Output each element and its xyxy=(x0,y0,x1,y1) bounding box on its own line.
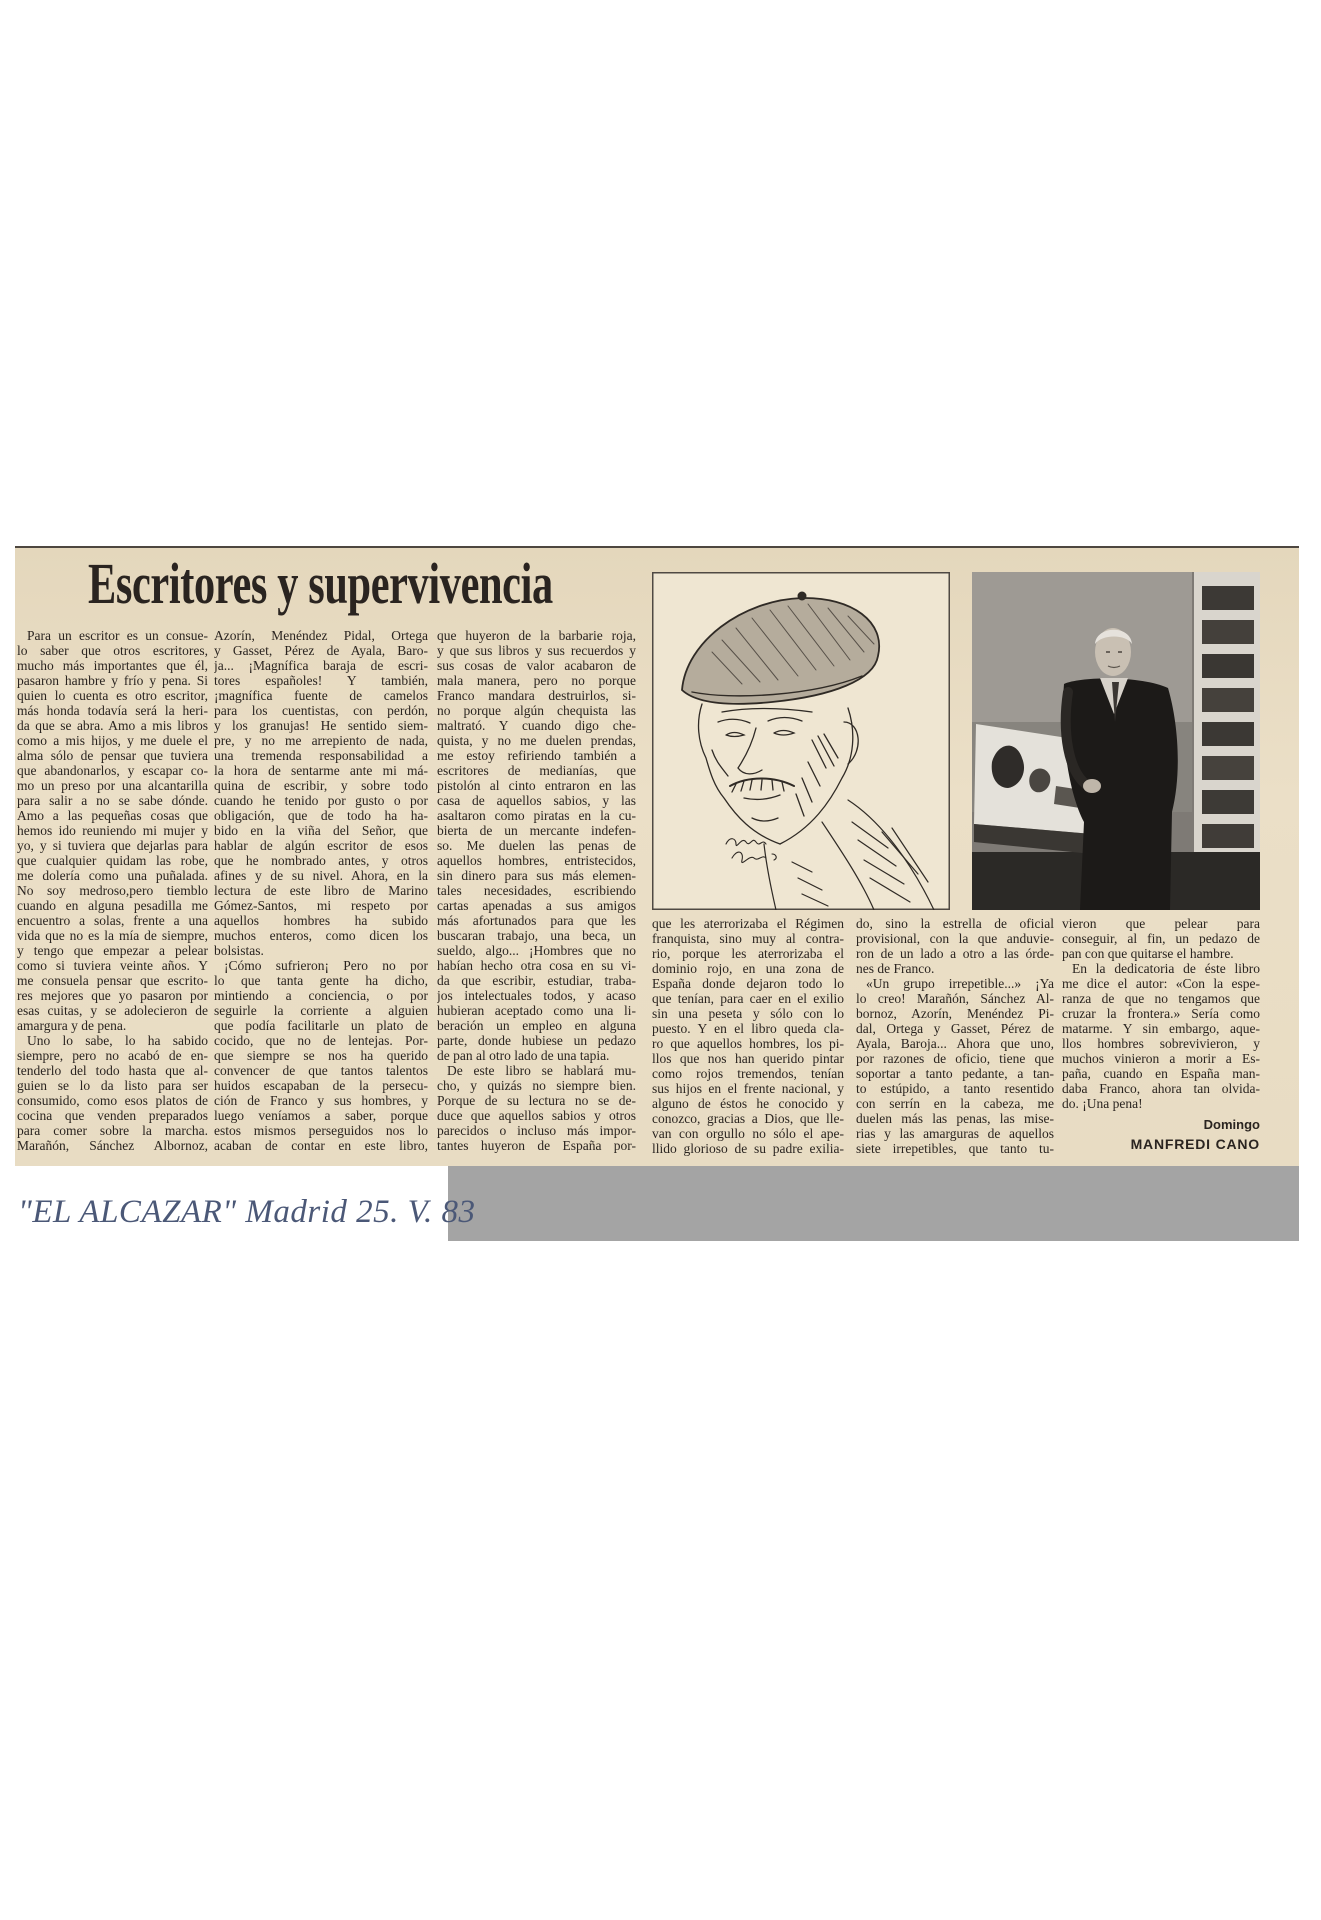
text-line: y Gasset, Pérez de Ayala, Baro- xyxy=(214,643,428,658)
text-line: pasaron hambre y frío y pena. Si xyxy=(17,673,208,688)
text-line: provisional, con la que anduvie- xyxy=(856,931,1054,946)
text-line: rio, porque les aterrorizaba el xyxy=(652,946,844,961)
text-line: como rojos tremendos, tenían xyxy=(652,1066,844,1081)
text-line: España donde dejaron todo lo xyxy=(652,976,844,991)
pencil-portrait-sketch-icon xyxy=(652,572,950,910)
text-line: por razones de oficio, tiene que xyxy=(856,1051,1054,1066)
article-title: Escritores y supervivencia xyxy=(88,551,553,616)
text-line: da que escribir, estudiar, traba- xyxy=(437,973,636,988)
text-line: puesto. Y en el libro queda cla- xyxy=(652,1021,844,1036)
text-line: Porque de su lectura no se de- xyxy=(437,1093,636,1108)
text-line: dominio rojo, en una zona de xyxy=(652,961,844,976)
text-line: No soy medroso,pero tiemblo xyxy=(17,883,208,898)
text-line: para salir a no se sabe dónde. xyxy=(17,793,208,808)
black-and-white-portrait-photo-icon xyxy=(972,572,1260,910)
text-line: sueldo, algo... ¡Hombres que no xyxy=(437,943,636,958)
text-line: muchos vinieron a morir a Es- xyxy=(1062,1051,1260,1066)
text-line: jos intelectuales todos, y acaso xyxy=(437,988,636,1003)
text-line: una tremenda responsabilidad a xyxy=(214,748,428,763)
text-line: Marañón, Sánchez Albornoz, xyxy=(17,1138,208,1153)
text-line: ro que aquellos hombres, los pi- xyxy=(652,1036,844,1051)
text-line: bornoz, Azorín, Menéndez Pi- xyxy=(856,1006,1054,1021)
text-line: no porque algún chequista las xyxy=(437,703,636,718)
text-line: más honda todavía será la heri- xyxy=(17,703,208,718)
text-line: vieron que pelear para xyxy=(1062,916,1260,931)
text-line: cocido, que no de lentejas. Por- xyxy=(214,1033,428,1048)
text-line: paña, cuando en España man- xyxy=(1062,1066,1260,1081)
top-rule xyxy=(15,546,1299,548)
text-line: tores españoles! Y también, xyxy=(214,673,428,688)
text-line: asaltaron como piratas en la cu- xyxy=(437,808,636,823)
text-line: tantes huyeron de España por- xyxy=(437,1138,636,1153)
text-line: muchos enteros, como dicen los xyxy=(214,928,428,943)
scan-gray-bar xyxy=(448,1166,1299,1241)
text-line: para los cuentistas, con perdón, xyxy=(214,703,428,718)
text-line: Gómez-Santos, mi respeto por xyxy=(214,898,428,913)
text-line: mintiendo a conciencia, o por xyxy=(214,988,428,1003)
text-line: casa de aquellos sabios, y las xyxy=(437,793,636,808)
portrait-drawing xyxy=(652,572,950,910)
text-line: duce que aquellos sabios y otros xyxy=(437,1108,636,1123)
text-line: esas cuitas, y se adolecieron de xyxy=(17,1003,208,1018)
text-line: encuentro a solas, frente a una xyxy=(17,913,208,928)
handwritten-source-note: "EL ALCAZAR" Madrid 25. V. 83 xyxy=(18,1194,476,1230)
text-line: mucho más importantes que él, xyxy=(17,658,208,673)
text-line: lo creo! Marañón, Sánchez Al- xyxy=(856,991,1054,1006)
text-line: conozco, gracias a Dios, que lle- xyxy=(652,1111,844,1126)
text-line: convencer de que tantos talentos xyxy=(214,1063,428,1078)
text-line: conseguir, al fin, un pedazo de xyxy=(1062,931,1260,946)
bookshelf xyxy=(1194,572,1260,872)
text-line: da que se abra. Amo a mis libros xyxy=(17,718,208,733)
text-line: guien se lo da listo para ser xyxy=(17,1078,208,1093)
text-line: pistolón al cinto entraron en las xyxy=(437,778,636,793)
text-line: que cualquier quidam las robe, xyxy=(17,853,208,868)
text-line: siete irrepetibles, que tanto tu- xyxy=(856,1141,1054,1156)
byline-first-name: Domingo xyxy=(1203,1117,1260,1132)
text-line: cuando en alguna pesadilla me xyxy=(17,898,208,913)
text-column xyxy=(17,628,208,1153)
text-line: lectura de este libro de Marino xyxy=(214,883,428,898)
text-column xyxy=(437,628,636,1153)
text-line: cartas apenadas a sus amigos xyxy=(437,898,636,913)
text-line: aquellos hombres, entristecidos, xyxy=(437,853,636,868)
text-line: siempre, pero no acabó de en- xyxy=(17,1048,208,1063)
text-line: ranza de que no tengamos que xyxy=(1062,991,1260,1006)
text-line: beración un empleo en alguna xyxy=(437,1018,636,1033)
text-line: ron de un lado a otro a las órde- xyxy=(856,946,1054,961)
text-line: van con orgullo no sólo el ape- xyxy=(652,1126,844,1141)
text-line: consumido, como esos platos de xyxy=(17,1093,208,1108)
text-line: cruzar la frontera.» Sería como xyxy=(1062,1006,1260,1021)
text-line: y que sus libros y sus recuerdos y xyxy=(437,643,636,658)
text-line: lo que tanta gente ha dicho, xyxy=(214,973,428,988)
text-line: quien lo cuenta es otro escritor, xyxy=(17,688,208,703)
text-line: yo, y si tuviera que dejarlas para xyxy=(17,838,208,853)
text-line: sus hijos en el frente nacional, y xyxy=(652,1081,844,1096)
text-line: y los granujas! He sentido siem- xyxy=(214,718,428,733)
text-line: ¡Cómo sufrieron¡ Pero no por xyxy=(224,958,428,973)
text-line: que huyeron de la barbarie roja, xyxy=(437,628,636,643)
text-line: bolsistas. xyxy=(214,943,264,958)
text-line: buscaran trabajo, una beca, un xyxy=(437,928,636,943)
text-line: acaban de contar en este libro, xyxy=(214,1138,428,1153)
text-column xyxy=(1062,916,1260,1111)
text-line: matarme. Y sin embargo, aque- xyxy=(1062,1021,1260,1036)
byline-last-name: MANFREDI CANO xyxy=(1130,1136,1260,1152)
text-line: aquellos hombres ha subido xyxy=(214,913,428,928)
text-line: llos hombres sobrevivieron, y xyxy=(1062,1036,1260,1051)
text-line: luego veníamos a saber, porque xyxy=(214,1108,428,1123)
text-line: que podía facilitarle un plato de xyxy=(214,1018,428,1033)
text-line: como a mis hijos, y me duele el xyxy=(17,733,208,748)
text-line: Ayala, Baroja... Ahora que uno, xyxy=(856,1036,1054,1051)
text-line: quista, y no me duelen prendas, xyxy=(437,733,636,748)
text-line: de pan al otro lado de una tapia. xyxy=(437,1048,610,1063)
text-line: más afortunados para que les xyxy=(437,913,636,928)
text-line: De este libro se hablará mu- xyxy=(447,1063,636,1078)
text-line: que tenían, para caer en el exilio xyxy=(652,991,844,1006)
text-column xyxy=(214,628,428,1153)
text-line: cuando he tenido por gusto o por xyxy=(214,793,428,808)
text-line: cho, y quizás no siempre bien. xyxy=(437,1078,636,1093)
text-line: res mejores que yo pasaron por xyxy=(17,988,208,1003)
text-line: daba Franco, ahora tan olvida- xyxy=(1062,1081,1260,1096)
text-line: parecidos o incluso más impor- xyxy=(437,1123,636,1138)
text-line: Azorín, Menéndez Pidal, Ortega xyxy=(214,628,428,643)
text-line: amargura y de pena. xyxy=(17,1018,127,1033)
text-line: En la dedicatoria de éste libro xyxy=(1072,961,1260,976)
text-line: habían hecho otra cosa en su vi- xyxy=(437,958,636,973)
text-line: so. Me duelen las penas de xyxy=(437,838,636,853)
text-line: huidos escapaban de la persecu- xyxy=(214,1078,428,1093)
text-line: Uno lo sabe, lo ha sabido xyxy=(27,1033,208,1048)
text-line: que abandonarlos, y escapar co- xyxy=(17,763,208,778)
text-line: hemos ido reuniendo mi mujer y xyxy=(17,823,208,838)
text-line: ja... ¡Magnífica baraja de escri- xyxy=(214,658,428,673)
text-line: parte, donde hubiese un pedazo xyxy=(437,1033,636,1048)
text-column xyxy=(652,916,844,1156)
text-line: sus cosas de valor acabaron de xyxy=(437,658,636,673)
text-line: «Un grupo irrepetible...» ¡Ya xyxy=(866,976,1054,991)
text-line: do. ¡Una pena! xyxy=(1062,1096,1143,1111)
text-line: llos que nos han querido pintar xyxy=(652,1051,844,1066)
text-line: mala manera, pero no porque xyxy=(437,673,636,688)
text-line: duelen más las penas, las mise- xyxy=(856,1111,1054,1126)
text-line: hablar de algún escritor de esos xyxy=(214,838,428,853)
text-line: alma sólo de pensar que tuviera xyxy=(17,748,208,763)
text-line: me consuela pensar que escrito- xyxy=(17,973,208,988)
text-line: llido glorioso de su padre exilia- xyxy=(652,1141,844,1156)
text-line: rias y las amarguras de aquellos xyxy=(856,1126,1054,1141)
text-line: con serrín en la cabeza, me xyxy=(856,1096,1054,1111)
text-line: ¡magnífica fuente de camelos xyxy=(214,688,428,703)
text-line: bierta de un mercante indefen- xyxy=(437,823,636,838)
text-line: y tengo que empezar a pelear xyxy=(17,943,208,958)
text-column xyxy=(856,916,1054,1156)
text-line: maltrató. Y cuando digo che- xyxy=(437,718,636,733)
text-line: pan con que quitarse el hambre. xyxy=(1062,946,1234,961)
text-line: to estúpido, a tanto resentido xyxy=(856,1081,1054,1096)
text-line: tales necesidades, escribiendo xyxy=(437,883,636,898)
text-line: como si tuviera veinte años. Y xyxy=(17,958,208,973)
text-line: Franco mandara destruirlos, si- xyxy=(437,688,636,703)
newspaper-clipping xyxy=(15,546,1299,1166)
text-line: cocina que venden preparados xyxy=(17,1108,208,1123)
text-line: la hora de sentarme ante mi má- xyxy=(214,763,428,778)
text-line: escritores de medianías, que xyxy=(437,763,636,778)
text-line: soportar a tanto pedante, a tan- xyxy=(856,1066,1054,1081)
text-line: lo saber que otros escritores, xyxy=(17,643,208,658)
text-line: me dice el autor: «Con la espe- xyxy=(1062,976,1260,991)
text-line: vida que no es la mía de siempre, xyxy=(17,928,208,943)
text-line: do, sino la estrella de oficial xyxy=(856,916,1054,931)
text-line: tenderlo del todo hasta que al- xyxy=(17,1063,208,1078)
portrait-photo xyxy=(972,572,1260,910)
text-line: quina de escribir, y sobre todo xyxy=(214,778,428,793)
text-line: sin una peseta y sólo con lo xyxy=(652,1006,844,1021)
text-line: afines y de su nivel. Ahora, en la xyxy=(214,868,428,883)
text-line: me dolería como una puñalada. xyxy=(17,868,208,883)
text-line: bido en la viña del Señor, que xyxy=(214,823,428,838)
text-line: pre, y no me arrepiento de nada, xyxy=(214,733,428,748)
text-line: alguno de éstos he conocido y xyxy=(652,1096,844,1111)
text-line: que siempre se nos ha querido xyxy=(214,1048,428,1063)
text-line: hubieran aceptado como una li- xyxy=(437,1003,636,1018)
text-line: obligación, que de todo ha ha- xyxy=(214,808,428,823)
text-line: Amo a las pequeñas cosas que xyxy=(17,808,208,823)
text-line: franquista, sino muy al contra- xyxy=(652,931,844,946)
text-line: Para un escritor es un consue- xyxy=(27,628,208,643)
text-line: mo un preso por una alcantarilla xyxy=(17,778,208,793)
text-line: sin dinero para sus más elemen- xyxy=(437,868,636,883)
text-line: nes de Franco. xyxy=(856,961,935,976)
text-line: para comer sobre la marcha. xyxy=(17,1123,208,1138)
text-line: que he nombrado antes, y otros xyxy=(214,853,428,868)
text-line: seguirle la corriente a alguien xyxy=(214,1003,428,1018)
text-line: estos mismos perseguidos nos lo xyxy=(214,1123,428,1138)
text-line: que les aterrorizaba el Régimen xyxy=(652,916,844,931)
text-line: ción de Franco y sus hombres, y xyxy=(214,1093,428,1108)
text-line: me estoy refiriendo también a xyxy=(437,748,636,763)
text-line: dal, Ortega y Gasset, Pérez de xyxy=(856,1021,1054,1036)
